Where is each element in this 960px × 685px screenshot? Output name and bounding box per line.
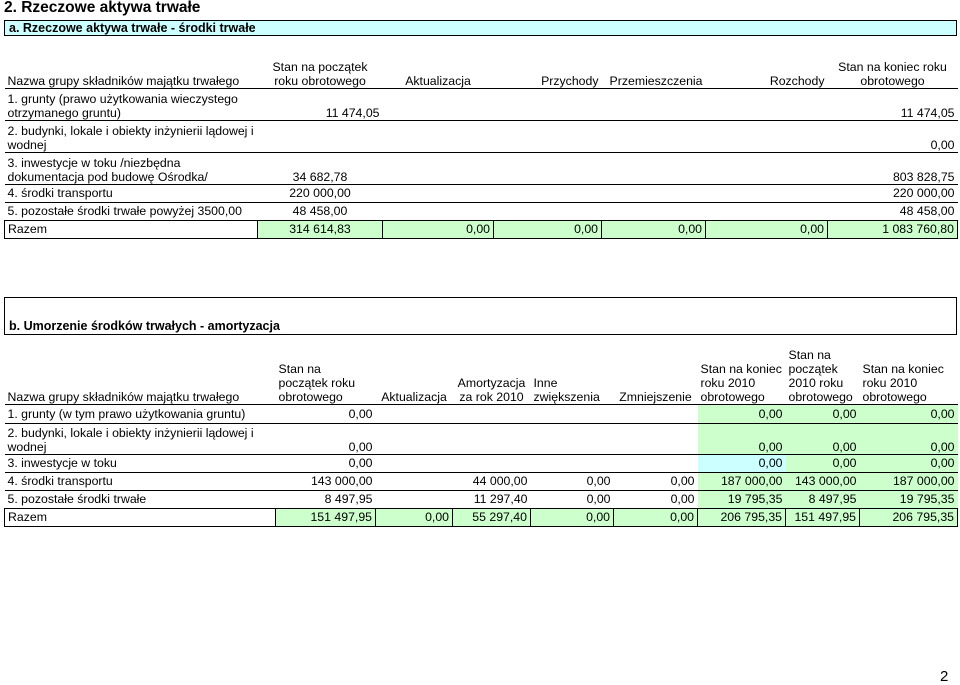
total-value: 0,00 — [614, 508, 698, 526]
table-row — [5, 152, 958, 184]
cell-value: 0,00 — [276, 404, 376, 423]
column-header: Stan na początek 2010 roku obrotowego — [788, 347, 853, 404]
cell-value — [453, 423, 531, 454]
row-label: 2. budynki, lokale i obiekty inżynierii lądowej i wodnej — [5, 423, 276, 454]
section-title: 2. Rzeczowe aktywa trwałe — [4, 0, 201, 16]
cell-value: 0,00 — [828, 120, 958, 152]
column-header: Rozchody — [769, 73, 825, 88]
cell-value — [383, 120, 494, 152]
table-row — [5, 202, 958, 220]
row-label: 4. środki transportu — [5, 472, 276, 490]
cell-value: 0,00 — [614, 490, 698, 508]
cell-value — [376, 490, 453, 508]
cell-value — [376, 472, 453, 490]
total-row — [5, 508, 958, 526]
cell-value: 48 458,00 — [258, 202, 383, 220]
row-label: 4. środki transportu — [5, 184, 258, 202]
cell-value: 143 000,00 — [276, 472, 376, 490]
cell-value: 0,00 — [531, 490, 614, 508]
total-value: 314 614,83 — [258, 220, 383, 238]
cell-value: 0,00 — [786, 404, 860, 423]
cell-value: 0,00 — [276, 454, 376, 472]
total-value: 0,00 — [706, 220, 828, 238]
total-value: 0,00 — [383, 220, 494, 238]
cell-value: 0,00 — [698, 423, 786, 454]
row-label: 5. pozostałe środki trwałe — [5, 490, 276, 508]
total-value: 0,00 — [376, 508, 453, 526]
table-row — [5, 472, 958, 490]
cell-value — [453, 404, 531, 423]
cell-value — [706, 120, 828, 152]
row-label: 1. grunty (w tym prawo użytkowania gruntu) — [5, 404, 276, 423]
cell-value — [614, 404, 698, 423]
column-header: Amortyzacja za rok 2010 — [457, 375, 526, 404]
cell-value: 0,00 — [786, 454, 860, 472]
cell-value — [531, 404, 614, 423]
cell-value — [614, 423, 698, 454]
table-row — [5, 454, 958, 472]
total-row — [5, 220, 958, 238]
cell-value — [376, 454, 453, 472]
cell-value: 19 795,35 — [860, 490, 958, 508]
cell-value: 0,00 — [860, 423, 958, 454]
cell-value: 8 497,95 — [786, 490, 860, 508]
fixed-assets-table — [4, 37, 958, 239]
column-header: Przemieszczenia — [609, 73, 703, 88]
column-header: Aktualizacja — [381, 389, 447, 404]
total-value: 151 497,95 — [786, 508, 860, 526]
cell-value: 19 795,35 — [698, 490, 786, 508]
table-header-row — [5, 37, 958, 88]
cell-value — [602, 120, 706, 152]
cell-value — [258, 120, 383, 152]
table-header-row — [5, 336, 958, 404]
cell-value: 34 682,78 — [258, 152, 383, 184]
column-header: Stan na początek roku obrotowego — [272, 59, 368, 88]
column-header: Stan na koniec roku 2010 obrotowego — [862, 361, 944, 404]
cell-value — [494, 202, 602, 220]
column-header: Przychody — [541, 73, 599, 88]
cell-value — [494, 120, 602, 152]
cell-value — [494, 88, 602, 120]
total-value: 206 795,35 — [860, 508, 958, 526]
row-label: 3. inwestycje w toku /niezbędna dokumentacja pod budowę Ośrodka/ — [5, 152, 258, 184]
column-header: Nazwa grupy składników majątku trwałego — [7, 73, 240, 88]
column-header: Stan na początek roku obrotowego — [278, 361, 356, 404]
cell-value: 11 474,05 — [828, 88, 958, 120]
cell-value: 0,00 — [698, 404, 786, 423]
cell-value: 0,00 — [698, 454, 786, 472]
cell-value: 0,00 — [860, 454, 958, 472]
cell-value: 48 458,00 — [828, 202, 958, 220]
cell-value — [531, 454, 614, 472]
total-value: 0,00 — [531, 508, 614, 526]
cell-value: 0,00 — [860, 404, 958, 423]
cell-value — [383, 184, 494, 202]
cell-value — [376, 423, 453, 454]
cell-value — [494, 184, 602, 202]
total-value: 206 795,35 — [698, 508, 786, 526]
cell-value — [706, 152, 828, 184]
subsection-a-title: a. Rzeczowe aktywa trwałe - środki trwałe — [9, 21, 256, 35]
row-label: 3. inwestycje w toku — [5, 454, 276, 472]
cell-value — [706, 88, 828, 120]
cell-value: 220 000,00 — [258, 184, 383, 202]
total-label: Razem — [5, 508, 276, 526]
page-number: 2 — [940, 668, 949, 685]
cell-value — [602, 88, 706, 120]
cell-value: 0,00 — [276, 423, 376, 454]
cell-value: 11 474,05 — [258, 88, 383, 120]
cell-value — [614, 454, 698, 472]
table-row — [5, 88, 958, 120]
cell-value: 187 000,00 — [698, 472, 786, 490]
table-row — [5, 490, 958, 508]
column-header: Zmniejszenie — [619, 389, 692, 404]
cell-value — [376, 404, 453, 423]
cell-value — [383, 202, 494, 220]
column-header: Nazwa grupy składników majątku trwałego — [7, 389, 240, 404]
cell-value: 44 000,00 — [453, 472, 531, 490]
cell-value: 803 828,75 — [828, 152, 958, 184]
cell-value — [706, 184, 828, 202]
cell-value: 8 497,95 — [276, 490, 376, 508]
cell-value: 187 000,00 — [860, 472, 958, 490]
cell-value: 11 297,40 — [453, 490, 531, 508]
cell-value — [706, 202, 828, 220]
cell-value — [453, 454, 531, 472]
depreciation-table — [4, 336, 958, 527]
cell-value — [494, 152, 602, 184]
cell-value: 143 000,00 — [786, 472, 860, 490]
cell-value: 220 000,00 — [828, 184, 958, 202]
cell-value — [602, 152, 706, 184]
cell-value — [383, 152, 494, 184]
table-row — [5, 423, 958, 454]
cell-value — [383, 88, 494, 120]
row-label: 5. pozostałe środki trwałe powyżej 3500,00 — [5, 202, 258, 220]
cell-value — [602, 202, 706, 220]
cell-value: 0,00 — [786, 423, 860, 454]
subsection-b-title: b. Umorzenie środków trwałych - amortyzacja — [9, 319, 280, 333]
column-header: Stan na koniec roku 2010 obrotowego — [700, 361, 782, 404]
table-row — [5, 120, 958, 152]
total-value: 151 497,95 — [276, 508, 376, 526]
cell-value — [531, 423, 614, 454]
cell-value: 0,00 — [614, 472, 698, 490]
column-header: Stan na koniec roku obrotowego — [838, 59, 947, 88]
total-value: 0,00 — [494, 220, 602, 238]
table-row — [5, 404, 958, 423]
total-value: 1 083 760,80 — [828, 220, 958, 238]
total-label: Razem — [5, 220, 258, 238]
row-label: 2. budynki, lokale i obiekty inżynierii lądowej i wodnej — [5, 120, 258, 152]
cell-value: 0,00 — [531, 472, 614, 490]
table-row — [5, 184, 958, 202]
column-header: Inne zwiększenia — [533, 375, 600, 404]
total-value: 55 297,40 — [453, 508, 531, 526]
row-label: 1. grunty (prawo użytkowania wieczystego otrzymanego gruntu) — [5, 88, 258, 120]
column-header: Aktualizacja — [405, 73, 471, 88]
cell-value — [602, 184, 706, 202]
total-value: 0,00 — [602, 220, 706, 238]
